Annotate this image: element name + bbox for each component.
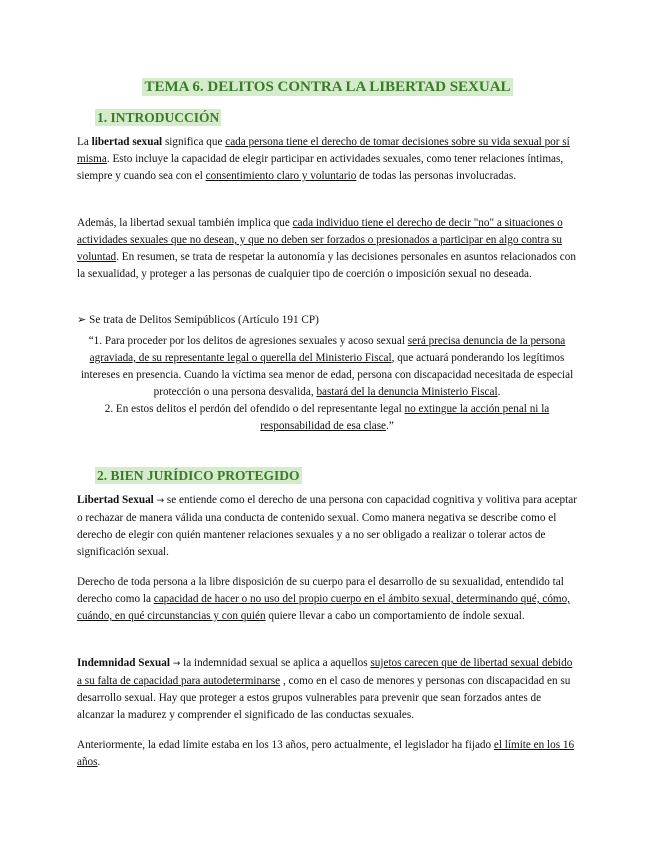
section-2-heading: 2. BIEN JURÍDICO PROTEGIDO <box>97 468 300 483</box>
page-title-text: TEMA 6. DELITOS CONTRA LA LIBERTAD SEXUAL <box>144 79 511 95</box>
intro-paragraph-2: Además, la libertad sexual también implica que cada individuo tiene el derecho de decir "no" a situaciones o actividades sexuales que no desean, y que no deben ser forzados o presionados a participar en algo contra su voluntad. En resumen, se trata de respetar la autonomía y las decisiones personales en asuntos relacionados con la sexualidad, y proteger a las personas de cualquier tipo de coerción o imposición sexual no deseada. <box>77 217 576 280</box>
libertad-sexual-paragraph: Libertad Sexual → se entiende como el derecho de una persona con capacidad cognitiva y volitiva para aceptar o rechazar de manera válida una conducta de contenido sexual. Como manera negativa se describe como el derecho de elegir con quién mantener relaciones sexuales y a no ser obligado a realizar o tolerar actos de significación sexual. <box>77 494 577 558</box>
right-arrow-icon: → <box>156 496 165 506</box>
section-1-heading: 1. INTRODUCCIÓN <box>97 110 220 125</box>
legal-quote: “1. Para proceder por los delitos de agresiones sexuales y acoso sexual será precisa denuncia de la persona agraviada, de su representante legal o querella del Ministerio Fiscal, que actuará ponderando los legítimos intereses en presencia. Cuando la víctima sea menor de edad, persona con discapacidad necesitada de especial protección o una persona desvalida, bastará del la denuncia Ministerio Fiscal. 2. En estos delitos el perdón del ofendido o del representante legal no extingue la acción penal ni la responsabilidad de esa clase.” <box>80 335 574 432</box>
bullet-item: ➢ Se trata de Delitos Semipúblicos (Artículo 191 CP) <box>77 314 319 326</box>
edad-limite-paragraph: Anteriormente, la edad límite estaba en los 13 años, pero actualmente, el legislador ha fijado el límite en los 16 años. <box>77 739 575 768</box>
derecho-paragraph: Derecho de toda persona a la libre disposición de su cuerpo para el desarrollo de su sexualidad, entendido tal derecho como la capacidad de hacer o no uso del propio cuerpo en el ámbito sexual, determinando qué, cómo, cuándo, en qué circunstancias y con quién quiere llevar a cabo un comportamiento de índole sexual. <box>77 576 571 622</box>
indemnidad-sexual-paragraph: Indemnidad Sexual → la indemnidad sexual se aplica a aquellos sujetos carecen que de libertad sexual debido a su falta de capacidad para autodeterminarse , como en el caso de menores y personas con discapacidad en su desarrollo sexual. Hay que proteger a estos grupos vulnerables para prevenir que sean forzados antes de alcanzar la madurez y comprender el significado de las conductas sexuales. <box>77 657 573 721</box>
page-title <box>0 77 655 97</box>
intro-paragraph-1: La libertad sexual significa que cada persona tiene el derecho de tomar decisiones sobre su vida sexual por sí misma. Esto incluye la capacidad de elegir participar en actividades sexuales, como tener relaciones íntimas, siempre y cuando sea con el consentimiento claro y voluntario de todas las personas involucradas. <box>77 136 570 182</box>
arrow-bullet-icon: ➢ <box>77 314 90 326</box>
right-arrow-icon: → <box>172 659 181 669</box>
